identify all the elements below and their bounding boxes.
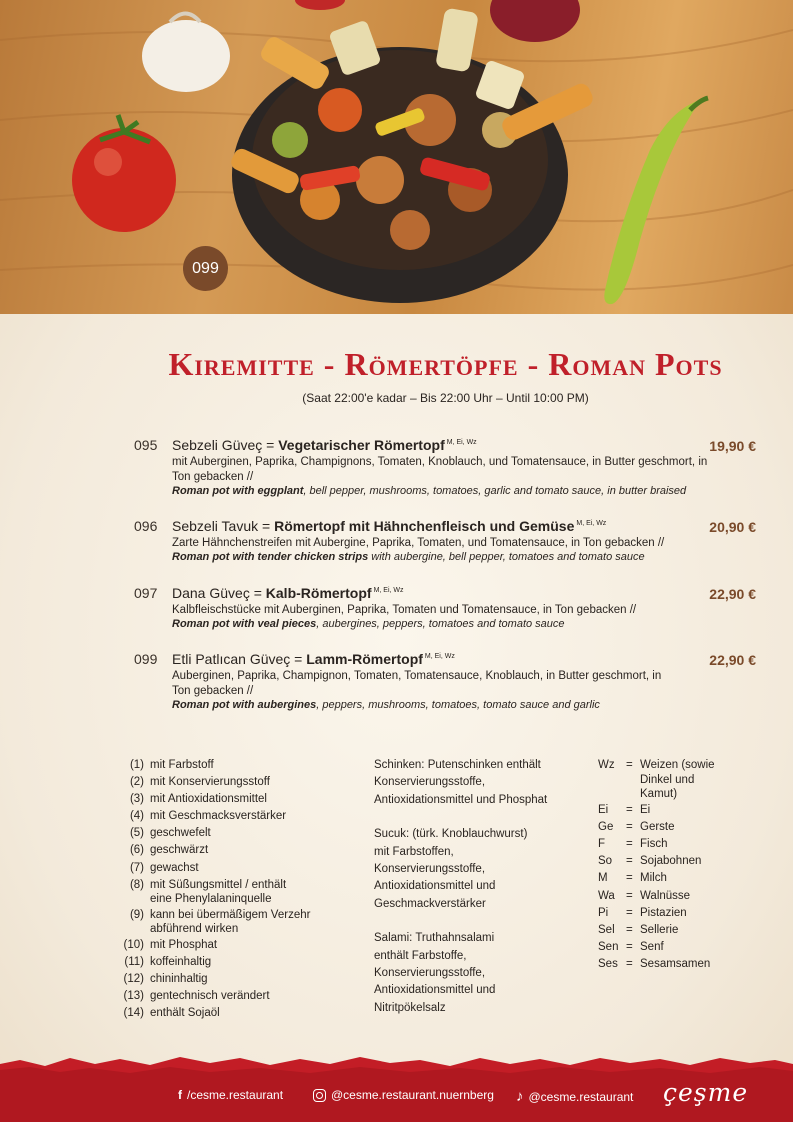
photo-number-badge: 099 — [183, 246, 228, 291]
page-title: Kiremitte - Römertöpfe - Roman Pots — [168, 346, 723, 382]
facebook-icon: f — [178, 1088, 182, 1102]
additive-item: (9) kann bei übermäßigem Verzehr abführend wirken — [129, 908, 311, 936]
serving-time-note: (Saat 22:00'e kadar – Bis 22:00 Uhr – Until 10:00 PM) — [302, 391, 589, 405]
dish-description: Kalbfleischstücke mit Auberginen, Paprika, Tomaten und Tomatensauce, in Ton gebacken // — [172, 604, 637, 616]
dish-description: Zarte Hähnchenstreifen mit Aubergine, Paprika, Tomaten, und Tomatensauce, in Ton gebacken // — [172, 537, 665, 549]
additive-item: (6) geschwärzt — [129, 844, 209, 857]
hero-photo — [0, 0, 793, 314]
allergen-item: Sel = Sellerie — [598, 923, 679, 936]
dish-title: Dana Güveç = Kalb-Römertopf $^{M, Ei, Wz}$ — [172, 585, 404, 601]
instagram-icon — [313, 1089, 326, 1102]
dish-english: Roman pot with eggplant, bell pepper, mushrooms, tomatoes, garlic and tomato sauce, in butter braised — [172, 485, 687, 497]
dish-title: Sebzeli Güveç = Vegetarischer Römertopf $^{M, Ei, Wz}$ — [172, 437, 477, 453]
allergen-item: Ge = Gerste — [598, 820, 675, 833]
dish-title: Etli Patlıcan Güveç = Lamm-Römertopf $^{M, Ei, Wz}$ — [172, 651, 455, 667]
note-salami: Salami: Truthahnsalami enthält Farbstoffe, Konservierungsstoffe, Antioxidationsmittel und Nitritpökelsalz — [374, 932, 496, 1014]
additive-item: (10) mit Phosphat — [123, 938, 218, 951]
allergen-legend — [598, 757, 768, 974]
additive-item: (13) gentechnisch verändert — [123, 989, 270, 1002]
additive-item: (2) mit Konservierungsstoff — [129, 776, 270, 789]
additive-item: (5) geschwefelt — [129, 827, 211, 840]
additive-item: (7) gewachst — [129, 861, 199, 874]
dish-title: Sebzeli Tavuk = Römertopf mit Hähnchenfleisch und Gemüse $^{M, Ei, Wz}$ — [172, 518, 607, 534]
dish-english: Roman pot with veal pieces, aubergines, peppers, tomatoes and tomato sauce — [172, 618, 565, 630]
dish-number: 097 — [134, 585, 158, 601]
allergen-item: M = Milch — [598, 872, 667, 885]
dish-english: Roman pot with tender chicken strips with aubergine, bell pepper, tomatoes and tomato sauce — [172, 551, 645, 563]
food-illustration — [0, 0, 793, 314]
dish-price: 22,90 € — [709, 586, 756, 602]
additive-item: (14) enthält Sojaöl — [123, 1007, 220, 1020]
dish-description: mit Auberginen, Paprika, Champignons, Tomaten, Knoblauch, und Tomatensauce, in Butter geschmort, in Ton gebacken // — [172, 456, 708, 483]
additive-item: (4) mit Geschmacksverstärker — [129, 810, 287, 823]
additives-legend — [118, 757, 348, 1022]
dish-price: 20,90 € — [709, 519, 756, 535]
allergen-item: Wz = Weizen (sowie Dinkel und Kamut) — [598, 759, 715, 800]
allergen-item: Ses = Sesamsamen — [598, 958, 711, 971]
dish-number: 099 — [134, 651, 158, 667]
dish-number: 095 — [134, 437, 158, 453]
dish-price: 22,90 € — [709, 652, 756, 668]
additive-item: (1) mit Farbstoff — [129, 759, 214, 771]
tiktok-icon: ♪ — [516, 1088, 524, 1105]
allergen-item: Wa = Walnüsse — [598, 889, 691, 902]
instagram-link[interactable]: @cesme.restaurant.nuernberg — [313, 1088, 494, 1102]
note-sucuk: Sucuk: (türk. Knoblauchwurst) mit Farbstoffen, Konservierungsstoffe, Antioxidationsmittel und Geschmackverstärker — [374, 828, 528, 910]
facebook-link[interactable]: f /cesme.restaurant — [178, 1088, 284, 1102]
dish-number: 096 — [134, 518, 158, 534]
dish-description: Auberginen, Paprika, Champignon, Tomaten, Tomatensauce, Knoblauch, in Butter geschmort, in Ton gebacken // — [172, 670, 662, 697]
dish-english: Roman pot with aubergines, peppers, mushrooms, tomatoes, tomato sauce and garlic — [172, 699, 600, 711]
allergen-item: Pi = Pistazien — [598, 906, 687, 919]
allergen-item: Ei = Ei — [598, 803, 651, 816]
brand-logo: çeşme — [663, 1078, 749, 1107]
additive-item: (3) mit Antioxidationsmittel — [129, 793, 267, 806]
additive-item: (8) mit Süßungsmittel / enthält eine Phenylalaninquelle — [129, 878, 287, 906]
note-schinken: Schinken: Putenschinken enthält Konservierungsstoffe, Antioxidationsmittel und Phosphat — [374, 759, 548, 806]
meat-notes — [374, 757, 584, 1034]
tiktok-link[interactable]: ♪ @cesme.restaurant — [516, 1088, 634, 1105]
allergen-item: So = Sojabohnen — [598, 855, 702, 868]
allergen-item: F = Fisch — [598, 837, 668, 850]
allergen-item: Sen = Senf — [598, 941, 664, 954]
additive-item: (11) koffeinhaltig — [124, 955, 212, 968]
additive-item: (12) chininhaltig — [123, 972, 208, 985]
dish-price: 19,90 € — [709, 438, 756, 454]
